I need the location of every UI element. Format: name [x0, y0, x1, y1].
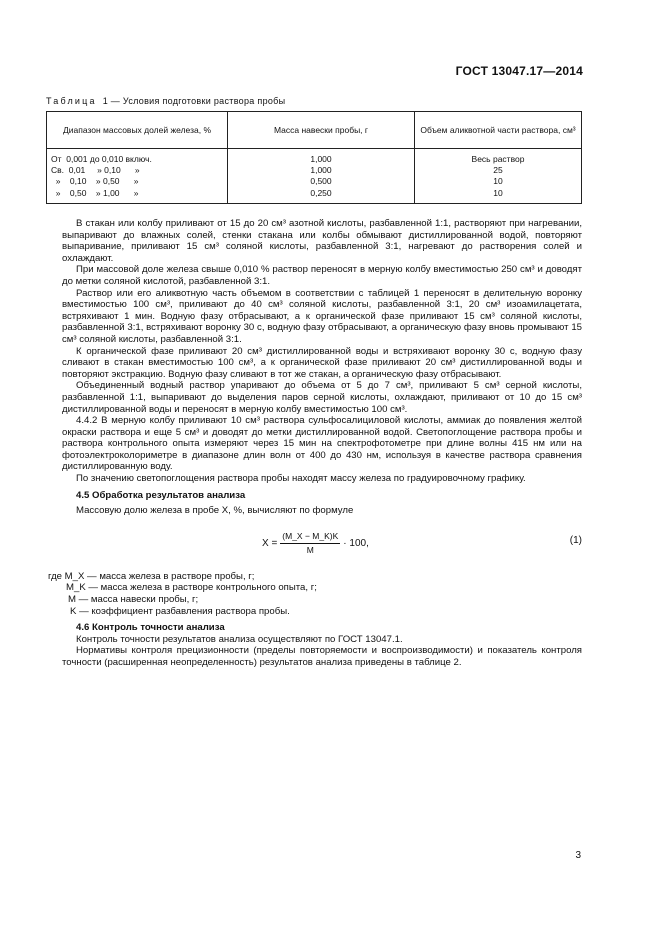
formula-legend-item: M_K — масса железа в растворе контрольного опыта, г;: [66, 582, 317, 594]
table-row-range: Св. 0,01 » 0,10 »: [51, 165, 140, 176]
table-row-volume: 10: [493, 187, 503, 198]
paragraph: Нормативы контроля прецизионности (пределы повторяемости и воспроизводимости) и показатель контроля точности (расширенная неопределенность) результатов анализа приведены в таблице 2.: [62, 645, 582, 668]
table-row-mass: 0,250: [310, 187, 332, 198]
document-body: [48, 218, 582, 669]
paragraph: Объединенный водный раствор упаривают до объема от 5 до 7 см³, приливают 5 см³ серной кислоты, разбавленной 1:1, выпаривают до выделения паров серной кислоты, охлаждают, приливают от 10 до 15 см³ дистиллированной воды и переносят в мерную колбу вместимостью 100 см³.: [62, 380, 582, 415]
formula-legend-item: где M_X — масса железа в растворе пробы, г;: [48, 570, 255, 582]
paragraph: Массовую долю железа в пробе X, %, вычисляют по формуле: [76, 505, 354, 517]
table-row-range: От 0,001 до 0,010 включ.: [51, 154, 152, 164]
formula-numerator: (M_X − M_K)K: [280, 531, 340, 545]
paragraph: При массовой доле железа свыше 0,010 % раствор переносят в мерную колбу вместимостью 250 см³ и доводят до метки соляной кислотой, разбавленной 3:1.: [62, 264, 582, 287]
table-cell-ranges: [47, 149, 228, 204]
section-heading-accuracy: 4.6 Контроль точности анализа: [76, 622, 225, 634]
paragraph: По значению светопоглощения раствора пробы находят массу железа по градуировочному графику.: [76, 473, 526, 485]
formula: [262, 531, 369, 557]
table-row-volume: 25: [493, 165, 503, 176]
column-header-sample-mass: Масса навески пробы, г: [228, 112, 415, 149]
paragraph: Раствор или его аликвотную часть объемом в соответствии с таблицей 1 переносят в делительную воронку вместимостью 100 см³, приливают до 40 см³ соляной кислоты, разбавленной 3:1, 20 см³ изоамилацетата, встряхивают 1 мин. Водную фазу отбрасывают, а к органической фазе приливают 15 см³ соляной кислоты, разбавленной 3:1, встряхивают воронку 30 с, водную фазу отбрасывают, а органическую фазу вновь промывают 15 см³ соляной кислоты, разбавленной 3:1.: [62, 287, 582, 345]
table-caption: [46, 96, 285, 106]
paragraph: К органической фазе приливают 20 см³ дистиллированной воды и встряхивают воронку 30 с, водную фазу сливают в стакан вместимостью 100 см³, а к органической фазе приливают 20 см³ дистиллированной воды и повторяют экстракцию. Водную фазу сливают в тот же стакан, а органическую фазу отбрасывают.: [62, 345, 582, 380]
paragraph: В стакан или колбу приливают от 15 до 20 см³ азотной кислоты, разбавленной 1:1, растворяют при нагревании, выпаривают до влажных солей, стенки стакана или колбы обмывают дистиллированной водой, повторяют выпаривание, приливают 15 см³ соляной кислоты, разбавленной 3:1, нагревают до растворения солей и охлаждают.: [62, 218, 582, 264]
table-row-volume: 10: [493, 176, 503, 187]
sample-preparation-table: [46, 111, 582, 204]
table-cell-masses: [228, 149, 415, 204]
section-heading-results: 4.5 Обработка результатов анализа: [76, 489, 246, 501]
formula-lhs: X =: [262, 538, 278, 550]
formula-tail: · 100,: [343, 538, 369, 550]
column-header-iron-range: Диапазон массовых долей железа, %: [47, 112, 228, 149]
table-row-volume: Весь раствор: [471, 154, 525, 164]
table-row-mass: 0,500: [310, 176, 332, 187]
paragraph: 4.4.2 В мерную колбу приливают 10 см³ раствора сульфосалициловой кислоты, аммиак до появления желтой окраски раствора и еще 5 см³ и доводят до метки дистиллированной водой. Светопоглощение раствора пробы и раствора контрольного опыта измеряют через 15 мин на спектрофотометре при длине волны 415 нм или на фотоэлектроколориметре в диапазоне длин волн от 400 до 430 нм, используя в качестве раствора сравнения дистиллированную воду.: [62, 415, 582, 473]
formula-legend: [48, 570, 582, 617]
formula-legend-item: M — масса навески пробы, г;: [68, 594, 199, 606]
formula-legend-item: K — коэффициент разбавления раствора пробы.: [70, 605, 290, 617]
column-header-aliquot-volume: Объем аликвотной части раствора, см³: [415, 112, 582, 149]
table-cell-volumes: [415, 149, 582, 204]
table-row-range: » 0,50 » 1,00 »: [51, 187, 139, 198]
formula-denominator: M: [306, 545, 314, 556]
table-caption-word: Таблица: [46, 96, 97, 106]
formula-number: (1): [569, 534, 582, 546]
formula-fraction: [280, 531, 340, 557]
document-code: ГОСТ 13047.17—2014: [455, 64, 583, 78]
table-row-range: » 0,10 » 0,50 »: [51, 176, 139, 187]
page-number: 3: [575, 850, 581, 861]
table-row-mass: 1,000: [310, 154, 332, 164]
formula-block: [62, 525, 582, 565]
table-row-mass: 1,000: [310, 165, 332, 176]
paragraph: Контроль точности результатов анализа осуществляют по ГОСТ 13047.1.: [76, 633, 403, 645]
table-caption-text: 1 — Условия подготовки раствора пробы: [102, 96, 286, 106]
